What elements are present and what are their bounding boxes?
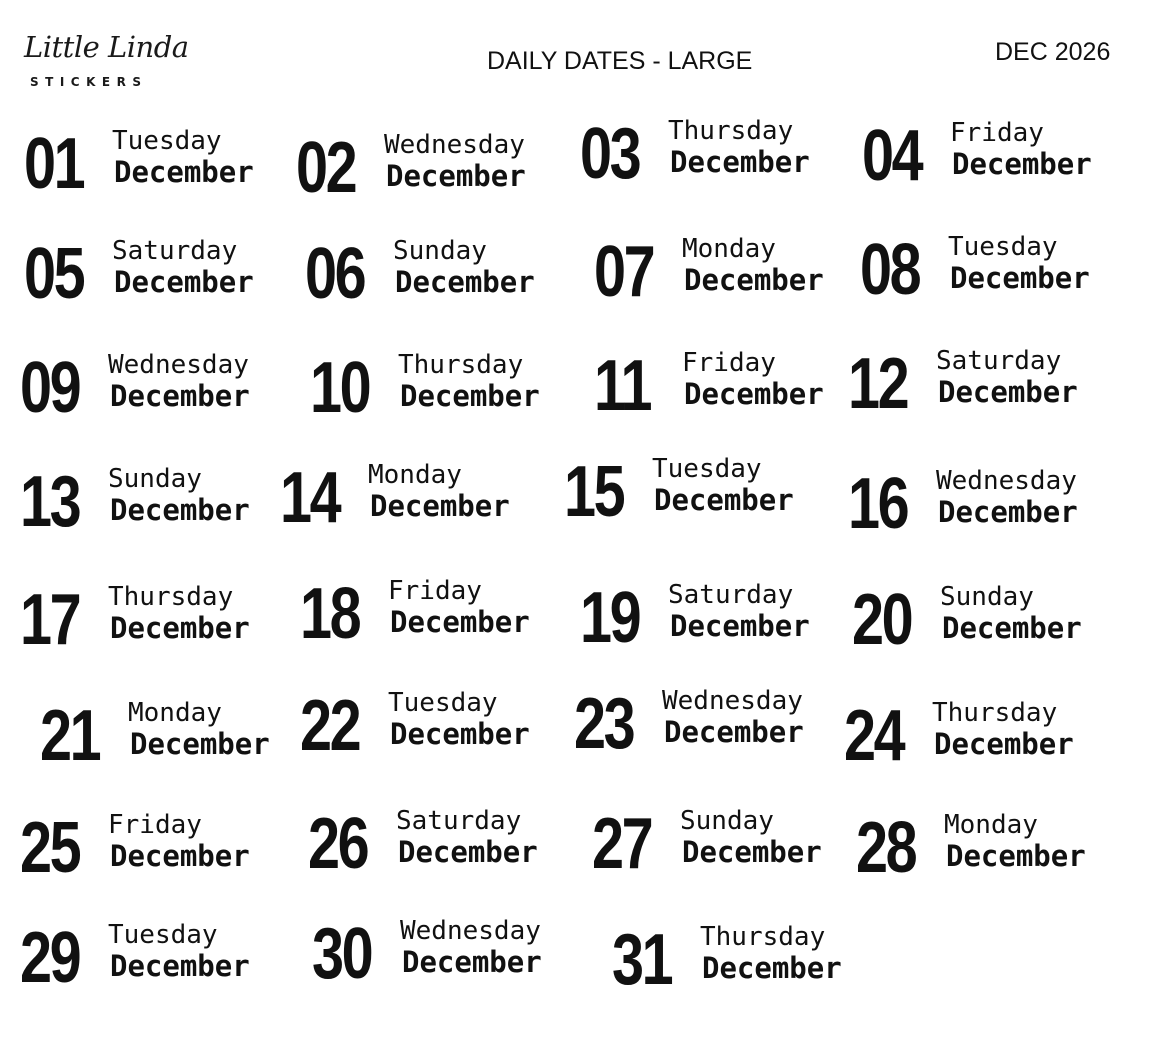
date-number: 22 — [300, 686, 360, 766]
weekday-label: Wednesday — [108, 350, 249, 380]
weekday-label: Saturday — [396, 806, 522, 836]
month-label: December — [386, 159, 526, 193]
month-label: December — [950, 261, 1090, 295]
month-label: December — [110, 839, 250, 873]
weekday-label: Monday — [368, 460, 462, 490]
weekday-label: Friday — [388, 576, 482, 606]
weekday-label: Tuesday — [388, 688, 498, 718]
date-number: 13 — [20, 462, 80, 542]
weekday-label: Saturday — [668, 580, 794, 610]
date-number: 18 — [300, 574, 360, 654]
sheet-title: DAILY DATES - LARGE — [487, 47, 753, 75]
weekday-label: Wednesday — [400, 916, 541, 946]
weekday-label: Thursday — [932, 698, 1058, 728]
month-label: December — [684, 263, 824, 297]
date-number: 10 — [310, 348, 370, 428]
weekday-label: Thursday — [668, 116, 794, 146]
weekday-label: Thursday — [398, 350, 524, 380]
month-label: December — [684, 377, 824, 411]
date-number: 20 — [852, 580, 912, 660]
month-label: December — [952, 147, 1092, 181]
date-number: 11 — [594, 346, 651, 426]
month-label: December — [938, 375, 1078, 409]
date-number: 30 — [312, 914, 372, 994]
date-number: 03 — [580, 114, 640, 194]
weekday-label: Sunday — [940, 582, 1034, 612]
month-label: December — [398, 835, 538, 869]
month-label: December — [402, 945, 542, 979]
weekday-label: Friday — [682, 348, 776, 378]
month-label: December — [702, 951, 842, 985]
month-label: December — [942, 611, 1082, 645]
brand-subtitle: STICKERS — [30, 75, 148, 89]
month-label: December — [110, 379, 250, 413]
weekday-label: Sunday — [108, 464, 202, 494]
date-number: 09 — [20, 348, 80, 428]
date-number: 08 — [860, 230, 920, 310]
date-number: 07 — [594, 232, 654, 312]
month-label: December — [670, 609, 810, 643]
date-number: 06 — [305, 234, 365, 314]
date-number: 29 — [20, 918, 80, 998]
date-number: 28 — [856, 808, 916, 888]
sheet-month-year: DEC 2026 — [995, 38, 1111, 66]
date-number: 26 — [308, 804, 368, 884]
weekday-label: Saturday — [112, 236, 238, 266]
month-label: December — [110, 611, 250, 645]
month-label: December — [390, 717, 530, 751]
date-number: 05 — [24, 234, 84, 314]
date-number: 12 — [848, 344, 908, 424]
month-label: December — [370, 489, 510, 523]
weekday-label: Sunday — [393, 236, 487, 266]
brand-script-text: Little Linda — [24, 30, 189, 64]
month-label: December — [654, 483, 794, 517]
weekday-label: Tuesday — [108, 920, 218, 950]
weekday-label: Wednesday — [384, 130, 525, 160]
date-number: 27 — [592, 804, 652, 884]
weekday-label: Sunday — [680, 806, 774, 836]
weekday-label: Wednesday — [662, 686, 803, 716]
date-number: 19 — [580, 578, 640, 658]
month-label: December — [670, 145, 810, 179]
weekday-label: Friday — [950, 118, 1044, 148]
weekday-label: Friday — [108, 810, 202, 840]
weekday-label: Monday — [682, 234, 776, 264]
date-number: 02 — [296, 128, 356, 208]
date-number: 25 — [20, 808, 80, 888]
month-label: December — [938, 495, 1078, 529]
weekday-label: Wednesday — [936, 466, 1077, 496]
weekday-label: Tuesday — [948, 232, 1058, 262]
month-label: December — [682, 835, 822, 869]
brand-logo — [22, 28, 189, 98]
month-label: December — [946, 839, 1086, 873]
weekday-label: Thursday — [700, 922, 826, 952]
weekday-label: Saturday — [936, 346, 1062, 376]
weekday-label: Monday — [128, 698, 222, 728]
date-number: 17 — [20, 580, 80, 660]
month-label: December — [130, 727, 270, 761]
weekday-label: Tuesday — [652, 454, 762, 484]
date-number: 14 — [280, 458, 340, 538]
date-number: 04 — [862, 116, 922, 196]
date-number: 16 — [848, 464, 908, 544]
month-label: December — [395, 265, 535, 299]
weekday-label: Thursday — [108, 582, 234, 612]
date-number: 15 — [564, 452, 624, 532]
date-number: 23 — [574, 684, 634, 764]
weekday-label: Tuesday — [112, 126, 222, 156]
month-label: December — [400, 379, 540, 413]
month-label: December — [110, 949, 250, 983]
date-number: 24 — [844, 696, 904, 776]
date-number: 01 — [24, 124, 84, 204]
month-label: December — [110, 493, 250, 527]
month-label: December — [664, 715, 804, 749]
month-label: December — [390, 605, 530, 639]
month-label: December — [114, 155, 254, 189]
month-label: December — [114, 265, 254, 299]
month-label: December — [934, 727, 1074, 761]
date-number: 21 — [40, 696, 100, 776]
date-number: 31 — [612, 920, 672, 1000]
weekday-label: Monday — [944, 810, 1038, 840]
